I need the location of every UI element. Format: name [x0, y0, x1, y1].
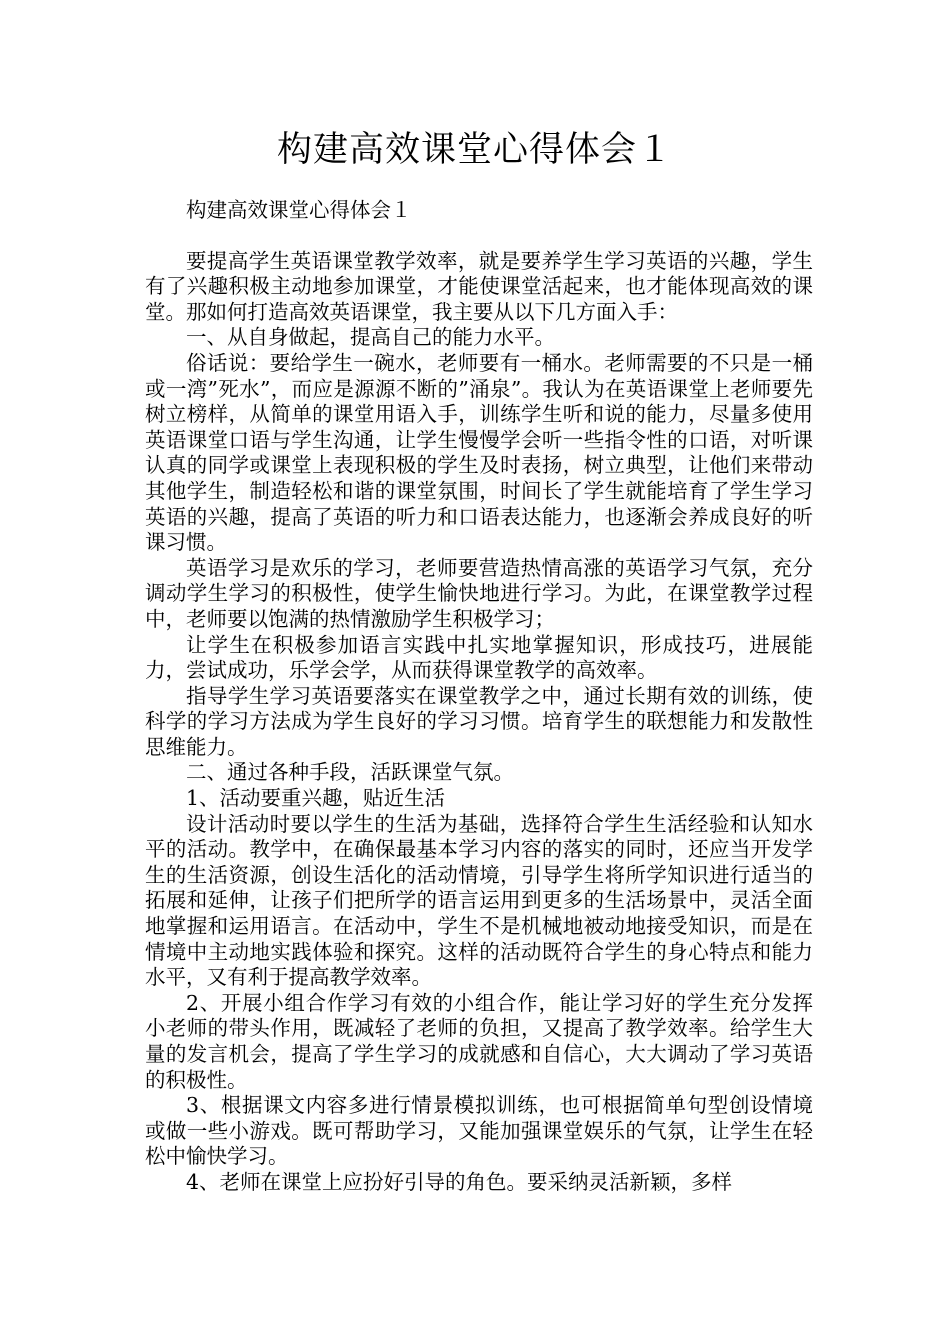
paragraph: 3、根据课文内容多进行情景模拟训练，也可根据简单句型创设情境或做一些小游戏。既可帮助学习，又能加强课堂娱乐的气氛，让学生在轻松中愉快学习。	[145, 1093, 813, 1169]
paragraph: 1、活动要重兴趣，贴近生活	[186, 786, 446, 811]
paragraph: 要提高学生英语课堂教学效率，就是要养学生学习英语的兴趣，学生有了兴趣积极主动地参加课堂，才能使课堂活起来，也才能体现高效的课堂。那如何打造高效英语课堂，我主要从以下几方面入手：	[145, 248, 813, 324]
document-body	[145, 198, 813, 1196]
paragraph: 4、老师在课堂上应扮好引导的角色。要采纳灵活新颖，多样	[186, 1169, 733, 1194]
document-title: 构建高效课堂心得体会１	[276, 130, 673, 170]
paragraph: 俗话说：要给学生一碗水，老师要有一桶水。老师需要的不只是一桶或一湾”死水”，而应是源源不断的”涌泉”。我认为在英语课堂上老师要先树立榜样，从简单的课堂用语入手，训练学生听和说的能力，尽量多使用英语课堂口语与学生沟通，让学生慢慢学会听一些指令性的口语，对听课认真的同学或课堂上表现积极的学生及时表扬，树立典型，让他们来带动其他学生，制造轻松和谐的课堂氛围，时间长了学生就能培育了学生学习英语的兴趣，提高了英语的听力和口语表达能力，也逐渐会养成良好的听课习惯。	[145, 350, 813, 555]
paragraph: 二、通过各种手段，活跃课堂气氛。	[186, 760, 514, 785]
document-subtitle: 构建高效课堂心得体会１	[186, 198, 412, 222]
paragraph: 设计活动时要以学生的生活为基础，选择符合学生生活经验和认知水平的活动。教学中，在确保最基本学习内容的落实的同时，还应当开发学生的生活资源，创设生活化的活动情境，引导学生将所学知识进行适当的拓展和延伸，让孩子们把所学的语言运用到更多的生活场景中，灵活全面地掌握和运用语言。在活动中，学生不是机械地被动地接受知识，而是在情境中主动地实践体验和探究。这样的活动既符合学生的身心特点和能力水平，又有利于提高教学效率。	[145, 811, 813, 990]
paragraph: 一、从自身做起，提高自己的能力水平。	[186, 325, 555, 350]
paragraph: 指导学生学习英语要落实在课堂教学之中，通过长期有效的训练，使科学的学习方法成为学生良好的学习习惯。培育学生的联想能力和发散性思维能力。	[145, 683, 813, 759]
paragraph: 2、开展小组合作学习有效的小组合作，能让学习好的学生充分发挥小老师的带头作用，既减轻了老师的负担，又提高了教学效率。给学生大量的发言机会，提高了学生学习的成就感和自信心，大大调动了学习英语的积极性。	[145, 990, 813, 1092]
paragraph: 让学生在积极参加语言实践中扎实地掌握知识，形成技巧，进展能力，尝试成功，乐学会学，从而获得课堂教学的高效率。	[145, 632, 813, 683]
paragraph: 英语学习是欢乐的学习，老师要营造热情高涨的英语学习气氛，充分调动学生学习的积极性，使学生愉快地进行学习。为此，在课堂教学过程中，老师要以饱满的热情激励学生积极学习；	[145, 555, 813, 631]
